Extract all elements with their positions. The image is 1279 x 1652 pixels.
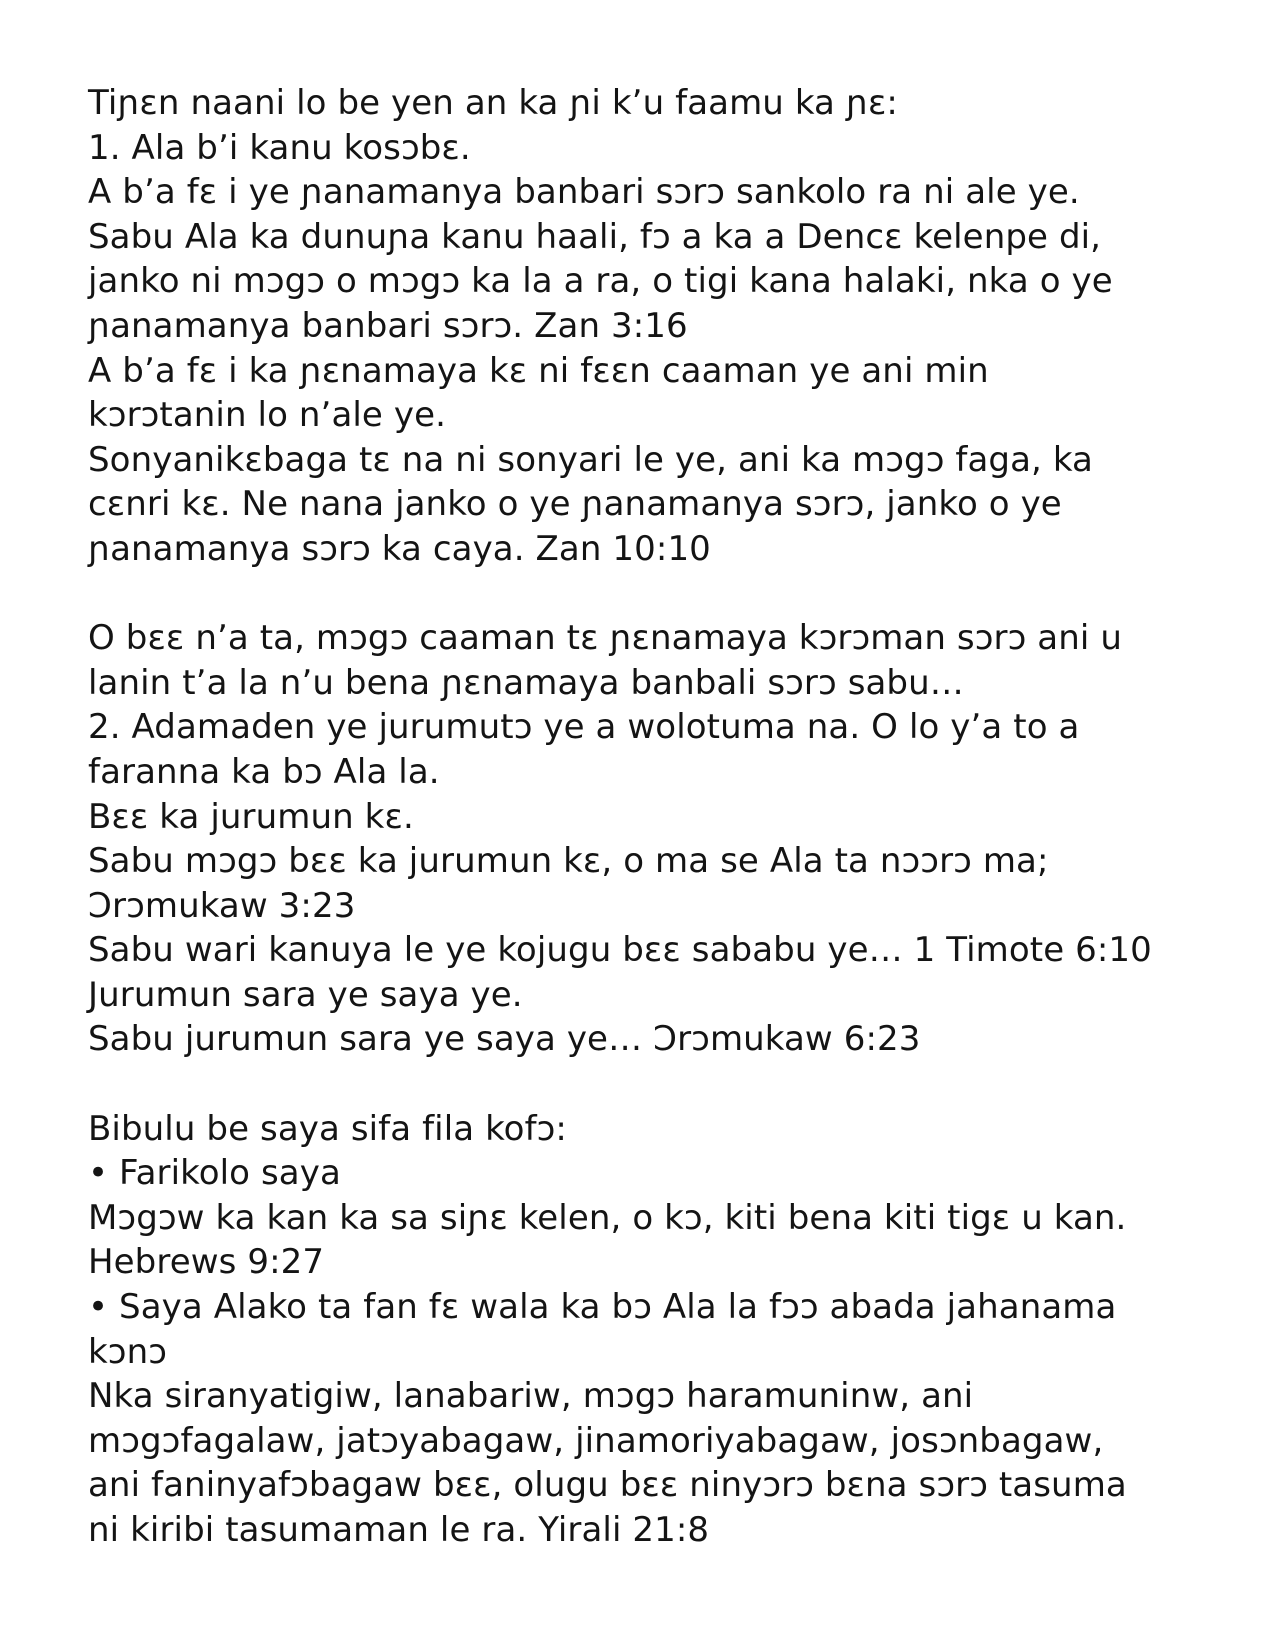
text-line: janko ni mɔgɔ o mɔgɔ ka la a ra, o tigi kana halaki, nka o ye: [88, 261, 1113, 302]
text-line: 2. Adamaden ye jurumutɔ ye a wolotuma na. O lo y’a to a: [88, 707, 1080, 748]
text-line: A b’a fɛ i ye ɲanamanya banbari sɔrɔ sankolo ra ni ale ye.: [88, 172, 1080, 213]
text-line: Sabu wari kanuya le ye kojugu bɛɛ sababu ye… 1 Timote 6:10: [88, 930, 1152, 971]
text-line: faranna ka bɔ Ala la.: [88, 751, 440, 792]
text-line: Bɛɛ ka jurumun kɛ.: [88, 796, 414, 837]
text-line: ɲanamanya banbari sɔrɔ. Zan 3:16: [88, 305, 688, 346]
text-line: Ɔrɔmukaw 3:23: [88, 885, 356, 926]
blank-line: [88, 572, 1238, 617]
text-line: kɔnɔ: [88, 1331, 167, 1372]
document-text: [88, 81, 1238, 1553]
text-line: Jurumun sara ye saya ye.: [88, 974, 523, 1015]
text-line: Sabu jurumun sara ye saya ye… Ɔrɔmukaw 6:23: [88, 1019, 921, 1060]
bullet-item: • Saya Alako ta fan fɛ wala ka bɔ Ala la fɔɔ abada jahanama: [88, 1287, 1117, 1328]
text-line: Nka siranyatigiw, lanabariw, mɔgɔ haramuninw, ani: [88, 1376, 974, 1417]
text-line: lanin t’a la n’u bena ɲɛnamaya banbali sɔrɔ sabu…: [88, 662, 964, 703]
text-line: ani faninyafɔbagaw bɛɛ, olugu bɛɛ ninyɔrɔ bɛna sɔrɔ tasuma: [88, 1465, 1127, 1506]
text-line: Bibulu be saya sifa fila kofɔ:: [88, 1108, 567, 1149]
text-line: Sonyanikɛbaga tɛ na ni sonyari le ye, ani ka mɔgɔ faga, ka: [88, 439, 1093, 480]
text-line: cɛnri kɛ. Ne nana janko o ye ɲanamanya sɔrɔ, janko o ye: [88, 484, 1062, 525]
text-line: kɔrɔtanin lo n’ale ye.: [88, 395, 447, 436]
text-line: Sabu Ala ka dunuɲa kanu haali, fɔ a ka a Dencɛ kelenpe di,: [88, 216, 1102, 257]
text-line: Mɔgɔw ka kan ka sa siɲɛ kelen, o kɔ, kiti bena kiti tigɛ u kan.: [88, 1197, 1127, 1238]
blank-line: [88, 1062, 1238, 1107]
text-line: ni kiribi tasumaman le ra. Yirali 21:8: [88, 1510, 710, 1550]
bullet-item: • Farikolo saya: [88, 1153, 341, 1194]
text-line: Sabu mɔgɔ bɛɛ ka jurumun kɛ, o ma se Ala ta nɔɔrɔ ma;: [88, 841, 1049, 882]
text-line: mɔgɔfagalaw, jatɔyabagaw, jinamoriyabagaw, josɔnbagaw,: [88, 1420, 1104, 1461]
text-line: A b’a fɛ i ka ɲɛnamaya kɛ ni fɛɛn caaman ye ani min: [88, 350, 989, 391]
text-line: ɲanamanya sɔrɔ ka caya. Zan 10:10: [88, 528, 711, 569]
text-line: 1. Ala b’i kanu kosɔbɛ.: [88, 127, 471, 168]
text-line: Tiɲɛn naani lo be yen an ka ɲi k’u faamu ka ɲɛ:: [88, 83, 898, 123]
text-line: O bɛɛ n’a ta, mɔgɔ caaman tɛ ɲɛnamaya kɔrɔman sɔrɔ ani u: [88, 618, 1122, 659]
text-line: Hebrews 9:27: [88, 1242, 325, 1283]
